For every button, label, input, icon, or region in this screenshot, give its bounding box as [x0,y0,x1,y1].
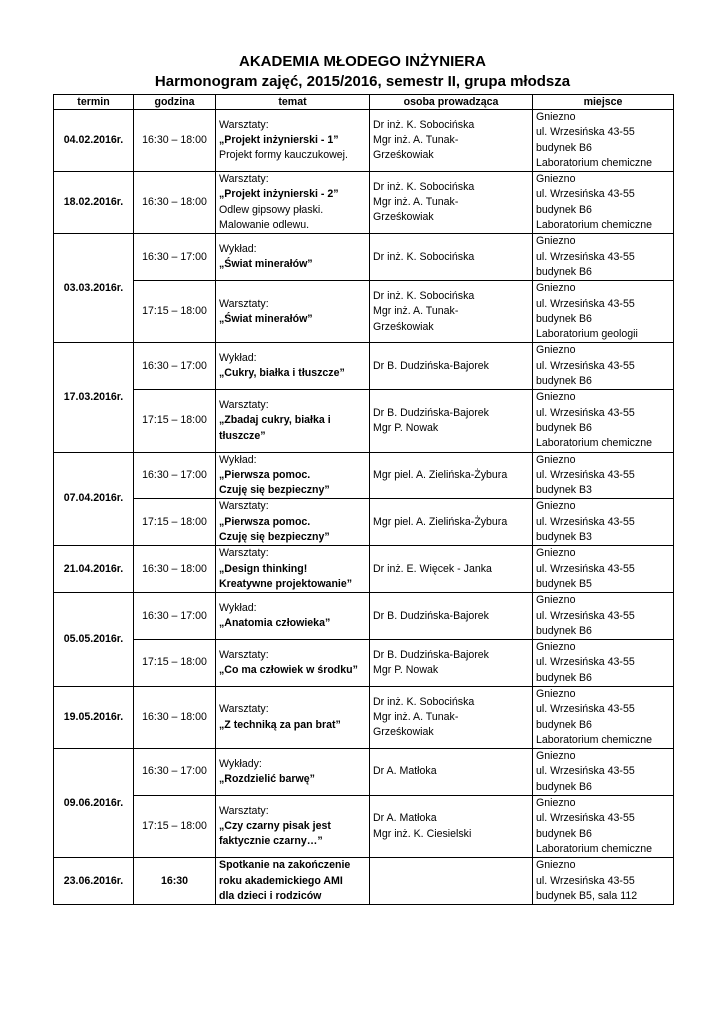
person-line: Dr inż. K. Sobocińska [373,250,475,263]
person-cell [370,858,533,905]
topic-line: dla dzieci i rodziców [219,889,322,902]
table-row [54,796,674,858]
column-header-osoba: osoba prowadząca [370,95,533,110]
person-line: Mgr P. Nowak [373,664,439,677]
time-cell: 16:30 – 17:00 [134,234,216,281]
person-line: Mgr inż. A. Tunak- [373,133,459,146]
person-line: Dr B. Dudzińska-Bajorek [373,609,489,622]
person-cell [370,796,533,858]
topic-line: „Design thinking! [219,562,308,575]
topic-line: „Czy czarny pisak jest [219,820,331,832]
table-row [54,593,674,640]
person-line: Mgr piel. A. Zielińska-Żybura [373,468,508,481]
place-cell [533,172,674,234]
person-cell [370,499,533,546]
time-cell: 16:30 – 17:00 [134,452,216,499]
place-line: Gniezno [536,594,576,607]
time-cell: 16:30 – 18:00 [134,686,216,748]
date-cell: 18.02.2016r. [54,172,134,234]
place-line: budynek B3 [536,484,592,497]
place-cell [533,749,674,796]
time-cell: 16:30 – 18:00 [134,546,216,593]
person-cell [370,281,533,343]
place-line: ul. Wrzesińska 43-55 [536,359,635,372]
person-line: Dr B. Dudzińska-Bajorek [373,359,489,372]
place-line: budynek B6 [536,780,592,793]
place-line: Gniezno [536,641,576,654]
topic-line: „Projekt inżynierski - 2” [219,188,339,201]
time-cell: 17:15 – 18:00 [134,390,216,452]
document-header [0,52,725,92]
topic-cell [216,343,370,390]
place-line: budynek B6 [536,265,592,278]
topic-line: Warsztaty: [219,703,269,716]
topic-line: Czuję się bezpieczny” [219,484,330,497]
topic-line: Kreatywne projektowanie” [219,577,353,590]
time-cell: 16:30 [134,858,216,905]
place-cell [533,858,674,905]
person-cell [370,593,533,640]
table-row [54,234,674,281]
person-line: Dr inż. K. Sobocińska [373,118,475,131]
document-title: AKADEMIA MŁODEGO INŻYNIERA [239,53,486,70]
place-cell [533,499,674,546]
place-line: ul. Wrzesińska 43-55 [536,250,635,263]
place-line: ul. Wrzesińska 43-55 [536,874,635,887]
person-cell [370,234,533,281]
date-cell: 09.06.2016r. [54,749,134,858]
place-line: Gniezno [536,547,576,560]
table-row [54,858,674,905]
column-header-godzina: godzina [134,95,216,110]
table-row [54,281,674,343]
topic-cell [216,234,370,281]
date-cell: 05.05.2016r. [54,593,134,687]
table-row [54,343,674,390]
topic-line: Warsztaty: [219,648,269,661]
person-line: Mgr piel. A. Zielińska-Żybura [373,515,508,528]
person-line: Dr inż. K. Sobocińska [373,695,475,708]
place-line: Laboratorium chemiczne [536,733,652,746]
table-row [54,172,674,234]
topic-cell [216,593,370,640]
column-header-temat: temat [216,95,370,110]
place-line: budynek B6 [536,203,592,216]
date-cell: 23.06.2016r. [54,858,134,905]
topic-line: Warsztaty: [219,398,269,411]
topic-line: Wykład: [219,243,257,256]
place-line: Laboratorium chemiczne [536,437,652,450]
table-row [54,452,674,499]
topic-line: tłuszcze” [219,429,266,442]
place-line: Laboratorium chemiczne [536,219,652,232]
place-line: ul. Wrzesińska 43-55 [536,703,635,716]
topic-line: „Świat minerałów” [219,312,313,325]
place-cell [533,452,674,499]
topic-line: „Cukry, białka i tłuszcze” [219,367,345,380]
place-cell [533,110,674,172]
topic-line: „Rozdzielić barwę” [219,773,315,786]
topic-cell [216,172,370,234]
place-line: Gniezno [536,111,576,123]
person-cell [370,546,533,593]
topic-cell [216,452,370,499]
time-cell: 16:30 – 18:00 [134,110,216,172]
place-line: Gniezno [536,750,576,763]
date-cell: 19.05.2016r. [54,686,134,748]
place-line: Gniezno [536,344,576,357]
place-cell [533,640,674,687]
person-cell [370,686,533,748]
topic-line: „Anatomia człowieka” [219,617,331,630]
topic-line: „Świat minerałów” [219,258,313,271]
table-row [54,390,674,452]
place-line: budynek B6 [536,827,592,840]
place-line: budynek B6 [536,718,592,731]
person-cell [370,110,533,172]
person-line: Mgr inż. A. Tunak- [373,305,459,318]
header-row [54,95,674,110]
column-header-termin: termin [54,95,134,110]
date-cell: 17.03.2016r. [54,343,134,452]
topic-cell [216,749,370,796]
place-line: ul. Wrzesińska 43-55 [536,609,635,622]
place-cell [533,390,674,452]
place-cell [533,343,674,390]
place-line: ul. Wrzesińska 43-55 [536,812,635,825]
place-line: Gniezno [536,797,576,810]
place-line: budynek B5, sala 112 [536,889,638,902]
topic-line: „Projekt inżynierski - 1” [219,133,339,146]
place-line: Laboratorium chemiczne [536,842,652,855]
date-cell: 03.03.2016r. [54,234,134,343]
document-subtitle: Harmonogram zajęć, 2015/2016, semestr II, grupa młodsza [154,73,571,90]
place-line: Laboratorium chemiczne [536,156,652,169]
place-line: ul. Wrzesińska 43-55 [536,188,635,201]
topic-line: Wykład: [219,601,257,614]
place-cell [533,281,674,343]
topic-cell [216,546,370,593]
topic-line: Odlew gipsowy płaski. [219,203,324,216]
table-row [54,686,674,748]
place-line: budynek B6 [536,671,592,684]
person-line: Dr B. Dudzińska-Bajorek [373,648,489,661]
person-line: Mgr inż. A. Tunak- [373,196,459,209]
topic-line: Warsztaty: [219,804,269,817]
topic-line: Wykład: [219,453,257,466]
person-cell [370,172,533,234]
topic-cell [216,499,370,546]
person-line: Dr B. Dudzińska-Bajorek [373,406,489,419]
place-line: Gniezno [536,687,576,700]
time-cell: 16:30 – 17:00 [134,749,216,796]
place-line: ul. Wrzesińska 43-55 [536,656,635,669]
person-line: Dr A. Matłoka [373,812,437,825]
place-cell [533,686,674,748]
topic-line: Wykłady: [219,757,262,770]
place-line: Gniezno [536,453,576,466]
place-line: budynek B6 [536,421,592,434]
topic-line: „Z techniką za pan brat” [219,718,341,731]
person-line: Grześkowiak [373,726,434,739]
place-cell [533,234,674,281]
table-row [54,640,674,687]
topic-line: roku akademickiego AMI [219,874,343,887]
person-cell [370,390,533,452]
time-cell: 16:30 – 17:00 [134,593,216,640]
topic-cell [216,390,370,452]
place-line: Gniezno [536,235,576,248]
place-line: ul. Wrzesińska 43-55 [536,765,635,778]
topic-cell [216,281,370,343]
date-cell: 04.02.2016r. [54,110,134,172]
topic-line: Wykład: [219,352,257,365]
person-cell [370,749,533,796]
place-line: budynek B5 [536,577,592,590]
place-cell [533,796,674,858]
person-line: Dr inż. K. Sobocińska [373,180,475,193]
date-cell: 07.04.2016r. [54,452,134,546]
place-line: budynek B6 [536,312,592,325]
time-cell: 16:30 – 18:00 [134,172,216,234]
time-cell: 17:15 – 18:00 [134,281,216,343]
place-line: ul. Wrzesińska 43-55 [536,468,635,481]
date-cell: 21.04.2016r. [54,546,134,593]
place-line: Gniezno [536,173,576,186]
person-cell [370,640,533,687]
time-cell: 17:15 – 18:00 [134,499,216,546]
table-row [54,546,674,593]
person-line: Dr inż. K. Sobocińska [373,289,475,302]
place-line: budynek B6 [536,141,592,154]
place-line: ul. Wrzesińska 43-55 [536,297,635,310]
topic-line: Malowanie odlewu. [219,219,310,232]
person-line: Grześkowiak [373,320,434,333]
place-cell [533,546,674,593]
person-line: Grześkowiak [373,211,434,224]
topic-line: Czuję się bezpieczny” [219,531,330,544]
table-row [54,749,674,796]
place-line: ul. Wrzesińska 43-55 [536,515,635,528]
place-line: Laboratorium geologii [536,328,638,341]
topic-line: Warsztaty: [219,297,269,310]
place-line: budynek B3 [536,531,592,544]
topic-line: Warsztaty: [219,547,269,560]
table-row [54,110,674,172]
person-line: Mgr inż. A. Tunak- [373,710,459,723]
topic-cell [216,686,370,748]
place-line: budynek B6 [536,375,592,388]
column-header-miejsce: miejsce [533,95,674,110]
time-cell: 17:15 – 18:00 [134,640,216,687]
topic-line: Warsztaty: [219,118,269,131]
topic-cell [216,858,370,905]
topic-line: Projekt formy kauczukowej. [219,149,348,162]
topic-line: „Co ma człowiek w środku” [219,664,358,677]
time-cell: 16:30 – 17:00 [134,343,216,390]
topic-cell [216,640,370,687]
person-line: Mgr inż. K. Ciesielski [373,827,472,840]
person-line: Dr inż. E. Więcek - Janka [373,562,492,575]
place-line: ul. Wrzesińska 43-55 [536,126,635,139]
place-line: Gniezno [536,391,576,404]
person-cell [370,452,533,499]
topic-line: „Pierwsza pomoc. [219,515,311,528]
place-line: Gniezno [536,859,576,872]
person-cell [370,343,533,390]
person-line: Dr A. Matłoka [373,765,437,778]
place-line: budynek B6 [536,624,592,637]
topic-line: Spotkanie na zakończenie [219,859,351,872]
place-line: Gniezno [536,500,576,513]
topic-line: „Pierwsza pomoc. [219,468,311,481]
place-line: ul. Wrzesińska 43-55 [536,406,635,419]
person-line: Mgr P. Nowak [373,421,439,434]
person-line: Grześkowiak [373,149,434,162]
schedule-table [53,94,674,905]
topic-line: Warsztaty: [219,500,269,513]
place-line: Gniezno [536,282,576,295]
topic-line: „Zbadaj cukry, białka i [219,414,331,427]
time-cell: 17:15 – 18:00 [134,796,216,858]
topic-cell [216,110,370,172]
place-line: ul. Wrzesińska 43-55 [536,562,635,575]
place-cell [533,593,674,640]
topic-line: faktycznie czarny…” [219,835,323,848]
topic-line: Warsztaty: [219,173,269,186]
table-row [54,499,674,546]
topic-cell [216,796,370,858]
